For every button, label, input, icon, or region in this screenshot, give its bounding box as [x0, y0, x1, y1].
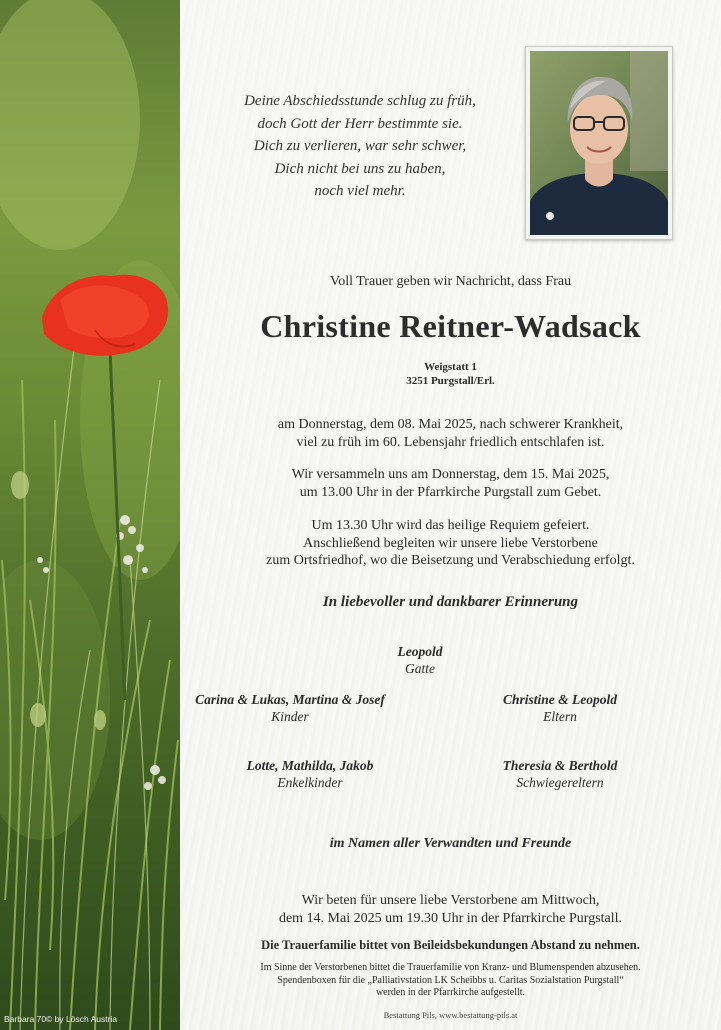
donation-notice: [180, 962, 721, 1000]
family-grandchildren: [220, 758, 400, 791]
poppy-meadow-image: [0, 0, 180, 1030]
poem-line: Dich nicht bei uns zu haben,: [274, 160, 446, 177]
text-line: Im Sinne der Verstorbenen bittet die Trauerfamilie von Kranz- und Blumenspenden abzusehen.: [260, 962, 641, 973]
family-inlaws: [470, 758, 650, 791]
family-role: Eltern: [543, 709, 577, 724]
address-city: 3251 Purgstall/Erl.: [406, 375, 495, 387]
family-spouse: [340, 644, 500, 677]
poem-line: Deine Abschiedsstunde schlug zu früh,: [244, 93, 476, 109]
poem-line: doch Gott der Herr bestimmte sie.: [257, 115, 463, 132]
family-parents: [470, 692, 650, 725]
family-role: Enkelkinder: [277, 775, 343, 790]
text-line: dem 14. Mai 2025 um 19.30 Uhr in der Pfarrkirche Purgstall.: [278, 911, 623, 926]
memorial-poem: [200, 90, 520, 203]
meadow-illustration: [0, 0, 180, 1030]
condolence-notice: Die Trauerfamilie bittet von Beileidsbekundungen Abstand zu nehmen.: [261, 938, 640, 952]
family-names: Christine & Leopold: [502, 692, 617, 707]
requiem-details: [180, 517, 721, 570]
portrait-photo-frame: [525, 46, 673, 240]
relatives-line: im Namen aller Verwandten und Freunde: [329, 836, 572, 851]
family-children: [190, 692, 390, 725]
text-line: zum Ortsfriedhof, wo die Beisetzung und Verabschiedung erfolgt.: [266, 553, 635, 568]
intro-text: Voll Trauer geben wir Nachricht, dass Frau: [329, 274, 572, 289]
portrait-photo: [530, 51, 668, 235]
prayer-gathering: [180, 466, 721, 501]
text-line: Wir beten für unsere liebe Verstorbene am Mittwoch,: [301, 893, 600, 908]
text-line: viel zu früh im 60. Lebensjahr friedlich entschlafen ist.: [296, 434, 605, 450]
family-role: Gatte: [405, 661, 435, 676]
prayer-notice: [180, 892, 721, 928]
undertaker-credit: Bestattung Pils, www.bestattung-pils.at: [383, 1010, 518, 1020]
poem-line: noch viel mehr.: [314, 183, 406, 199]
text-line: Spendenboxen für die „Palliativstation LK Scheibbs u. Caritas Sozialstation Purgstall“: [277, 974, 624, 986]
poem-line: Dich zu verlieren, war sehr schwer,: [253, 138, 467, 154]
text-line: am Donnerstag, dem 08. Mai 2025, nach schwerer Krankheit,: [277, 417, 624, 432]
deceased-name: Christine Reitner-Wadsack: [260, 308, 641, 344]
family-names: Theresia & Berthold: [502, 758, 618, 773]
text-line: Wir versammeln uns am Donnerstag, dem 15. Mai 2025,: [291, 467, 610, 482]
family-role: Kinder: [271, 709, 309, 724]
text-line: Anschließend begleiten wir unsere liebe Verstorbene: [303, 535, 598, 551]
address-street: Weigstatt 1: [424, 361, 477, 373]
family-names: Leopold: [397, 644, 443, 659]
image-credit: Barbara 70© by Lösch Austria: [4, 1014, 118, 1024]
family-role: Schwiegereltern: [516, 775, 604, 790]
death-announcement: [180, 416, 721, 451]
text-line: um 13.00 Uhr in der Pfarrkirche Purgstall zum Gebet.: [299, 484, 602, 500]
family-names: Carina & Lukas, Martina & Josef: [195, 692, 385, 707]
text-line: werden in der Pfarrkirche aufgestellt.: [375, 987, 526, 998]
memory-heading: In liebevoller und dankbarer Erinnerung: [322, 594, 579, 610]
family-names: Lotte, Mathilda, Jakob: [246, 758, 374, 773]
text-line: Um 13.30 Uhr wird das heilige Requiem gefeiert.: [311, 518, 590, 533]
obituary-content: [180, 0, 721, 1030]
